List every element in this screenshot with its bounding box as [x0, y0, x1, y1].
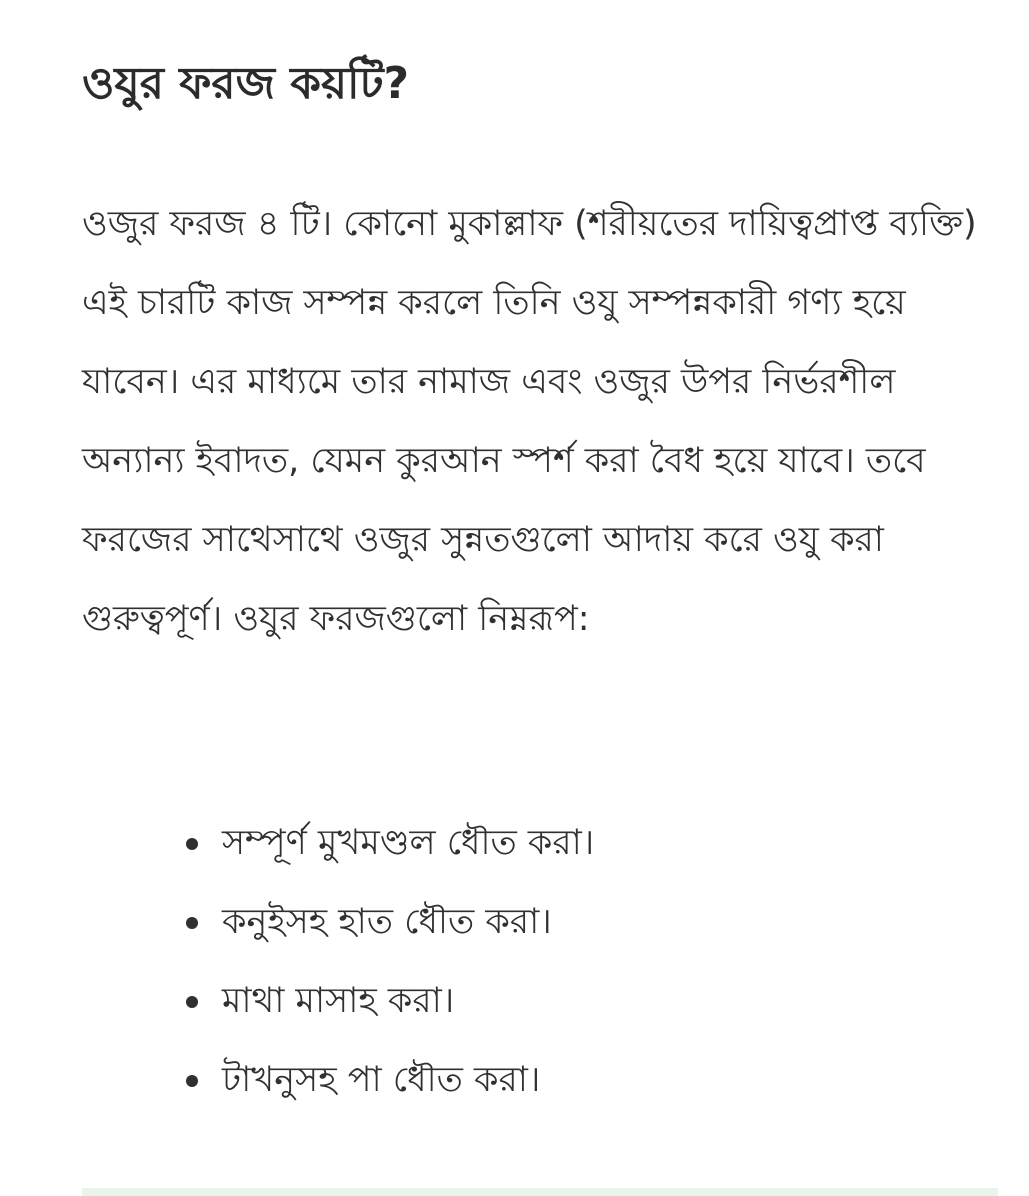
bullet-icon	[186, 917, 198, 929]
list-item	[182, 804, 594, 883]
list-item-text: টাখনুসহ পা ধৌত করা।	[222, 1060, 541, 1100]
bullet-icon	[186, 838, 198, 850]
intro-paragraph: ওজুর ফরজ ৪ টি। কোনো মুকাল্লাফ (শরীয়তের দায়িত্বপ্রাপ্ত ব্যক্তি) এই চারটি কাজ সম্পন্ন করলে তিনি ওযু সম্পন্নকারী গণ্য হয়ে যাবেন। এর মাধ্যমে তার নামাজ এবং ওজুর উপর নির্ভরশীল অন্যান্য ইবাদত, যেমন কুরআন স্পর্শ করা বৈধ হয়ে যাবে। তবে ফরজের সাথেসাথে ওজুর সুন্নতগুলো আদায় করে ওযু করা গুরুত্বপূর্ণ। ওযুর ফরজগুলো নিম্নরূপ:	[82, 204, 977, 639]
list-item-text: সম্পূর্ণ মুখমণ্ডল ধৌত করা।	[222, 823, 595, 863]
list-item-text: মাথা মাসাহ করা।	[222, 981, 455, 1021]
page-title: ওযুর ফরজ কয়টি?	[82, 58, 410, 109]
list-item	[182, 883, 594, 962]
fard-list	[182, 804, 594, 1120]
section-divider	[82, 1188, 998, 1196]
bullet-icon	[186, 1075, 198, 1087]
bullet-icon	[186, 996, 198, 1008]
list-item	[182, 1041, 594, 1120]
list-item-text: কনুইসহ হাত ধৌত করা।	[222, 902, 552, 942]
list-item	[182, 962, 594, 1041]
